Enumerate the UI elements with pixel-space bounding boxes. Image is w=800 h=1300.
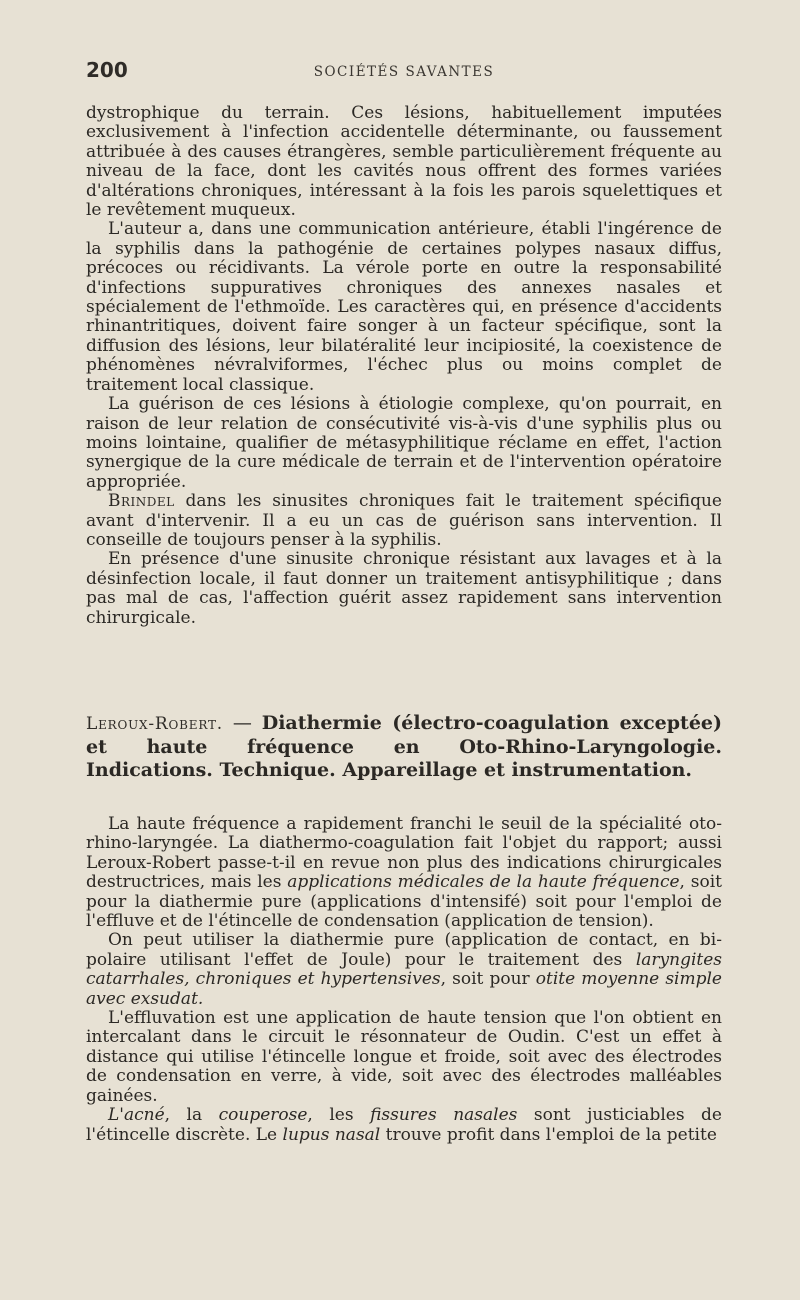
- text-run: , la: [164, 1105, 219, 1126]
- text-run: La haute fréquence a rapidement franchi le seuil de la spécialité oto-rhino-laryngée. La diathermo-coagulation fait l'objet du rapport; aussi Leroux-Robert passe-t-il en revue non plus des indications chirurgicales destructrices, mais les: [86, 814, 722, 893]
- running-head: SOCIÉTÉS SAVANTES: [313, 64, 495, 80]
- paragraph: En présence d'une sinusite chronique résistant aux lavages et à la désinfection locale, il faut donner un traitement antisyphilitique ; dans pas mal de cas, l'affection guérit assez rapidement sans intervention chirurgicale.: [86, 549, 722, 628]
- italic-text: fissures nasales: [370, 1105, 518, 1126]
- heading-dash: —: [222, 712, 262, 734]
- text-run: trouve profit dans l'emploi de la petite: [380, 1124, 717, 1145]
- text-run: , soit pour la diathermie pure (applications d'intensifé) soit pour l'emploi de l'effluve et de l'étincelle de condensation (application de tension).: [86, 872, 722, 932]
- paragraph: [86, 931, 722, 1009]
- article-author: Leroux-Robert.: [86, 714, 223, 734]
- article-title: Diathermie (électro-coagulation exceptée) et haute fréquence en Oto-Rhino-Laryngologie. Indications. Technique. Appareillage et instrumentation.: [86, 712, 722, 781]
- paragraph: [86, 1106, 722, 1145]
- paragraph: [86, 492, 722, 550]
- italic-text: applications médicales de la haute fréquence: [287, 872, 680, 893]
- paragraph-text: dans les sinusites chroniques fait le traitement spécifique avant d'intervenir. Il a eu un cas de guérison sans intervention. Il conseille de toujours penser à la syphilis.: [86, 491, 722, 550]
- text-run: On peut utiliser la diathermie pure (application de contact, en bi-polaire utilisant l'effet de Joule) pour le traitement des: [86, 930, 722, 970]
- paragraph: La guérison de ces lésions à étiologie complexe, qu'on pourrait, en raison de leur relation de consécutivité vis-à-vis d'une syphilis plus ou moins lointaine, qualifier de métasyphilitique réclame en effet, l'action synergique de la cure médicale de terrain et de l'intervention opératoire appropriée.: [86, 394, 722, 492]
- italic-text: L'acné: [108, 1105, 165, 1126]
- italic-text: couperose: [218, 1105, 308, 1126]
- text-run: , les: [307, 1105, 371, 1126]
- article-body: [86, 815, 722, 1145]
- page-number: 200: [86, 58, 128, 82]
- paragraph: [86, 815, 722, 931]
- italic-text: laryngites catarrhales, chroniques et hypertensives: [86, 949, 722, 990]
- section-continuation: [86, 104, 722, 628]
- text-run: sont justiciables de l'étincelle discrète. Le: [86, 1105, 722, 1145]
- italic-text: otite moyenne simple avec exsudat.: [86, 969, 722, 1009]
- italic-text: lupus nasal: [282, 1124, 381, 1145]
- paragraph: dystrophique du terrain. Ces lésions, habituellement imputées exclusivement à l'infection accidentelle déterminante, ou faussement attribuée à des causes étrangères, semble particulièrement fréquente au niveau de la face, dont les cavités nous offrent des formes variées d'altérations chroniques, intéressant à la fois les parois squelettiques et le revêtement muqueux.: [86, 103, 722, 221]
- page-header: [86, 58, 722, 88]
- author-name: Brindel: [108, 491, 175, 512]
- paragraph: L'auteur a, dans une communication antérieure, établi l'ingérence de la syphilis dans la pathogénie de certaines polypes nasaux diffus, précoces ou récidivants. La vérole porte en outre la responsabilité d'infections suppuratives chroniques des annexes nasales et spécialement de l'ethmoïde. Les caractères qui, en présence d'accidents rhinantritiques, doivent faire songer à un facteur spécifique, sont la diffusion des lésions, leur bilatéralité leur incipiosité, la coexistence de phénomènes névralviformes, l'échec plus ou moins complet de traitement local classique.: [86, 219, 722, 395]
- article: [86, 712, 722, 1145]
- text-run: , soit pour: [440, 969, 536, 990]
- article-heading: [86, 712, 722, 782]
- paragraph: L'effluvation est une application de haute tension que l'on obtient en intercalant dans le circuit le résonnateur de Oudin. C'est un effet à distance qui utilise l'étincelle longue et froide, soit avec des électrodes de condensation en verre, à vide, soit avec des électrodes malléables gainées.: [86, 1008, 722, 1106]
